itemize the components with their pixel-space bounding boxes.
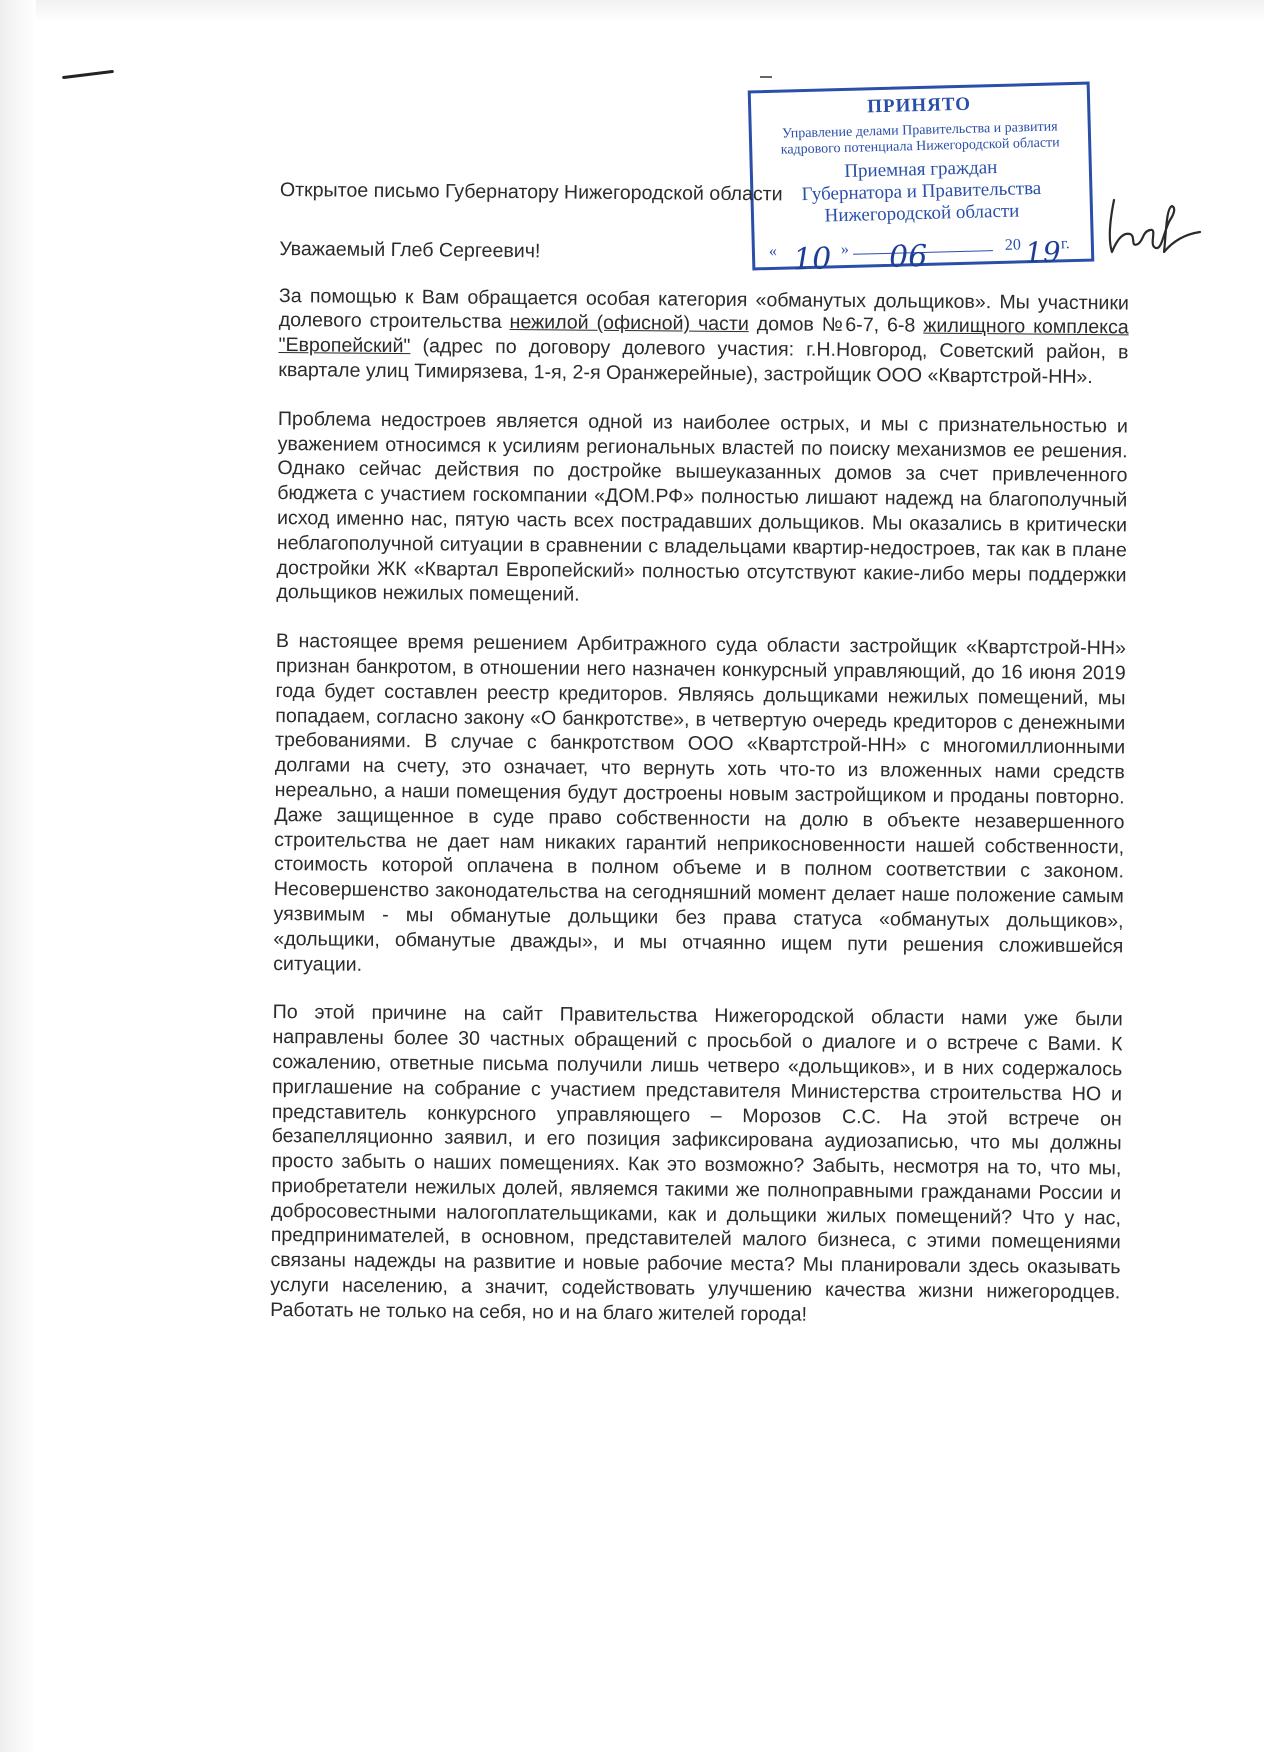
- paragraph-bankruptcy: В настоящее время решением Арбитражного суда области застройщик «Квартстрой-НН» признан банкротом, в отношении него назначен конкурсный управляющий, до 16 июня 2019 года будет составлен реестр кредиторов. Являясь дольщиками нежилых помещений, мы попадаем, согласно закону «О банкротстве», в четвертую очередь кредиторов с денежными требованиями. В случае с банкротством ООО «Квартстрой-НН» с многомиллионными долгами на счету, это означает, что вернуть хоть что-то из вложенных нами средств нереально, а наши помещения будут достроены новым застройщиком и проданы повторно. Даже защищенное в суде право собственности на долю в объекте незавершенного строительства не дает нам никаких гарантий неприкосновенности нашей собственности, стоимость которой оплачена в полном объеме и в полном соответствии с законом. Несовершенство законодательства на сегодняшний момент делает наше положение самым уязвимым - мы обманутые дольщики без права статуса «обманутых дольщиков», «дольщики, обманутые дважды», и мы отчаянно ищем пути решения сложившейся ситуации.: [273, 630, 1127, 976]
- letter-greeting: Уважаемый Глеб Сергеевич!: [279, 237, 541, 263]
- stamp-date-year-prefix: 20: [1004, 236, 1022, 254]
- pen-mark: [62, 70, 114, 79]
- stamp-date-close-quote: »: [840, 240, 850, 259]
- stamp-date-day: 10: [792, 241, 832, 278]
- paragraph-appeal: По этой причине на сайт Правительства Нижегородской области нами уже были направлены более 30 частных обращений с просьбой о диалоге и о встрече с Вами. К сожалению, ответные письма получили лишь четверо «дольщиков», и в них содержалось приглашение на собрание с участием представителя Министерства строительства НО и представитель конкурсного управляющего – Морозов С.С. На этой встрече он безапелляционно заявил, и его позиция зафиксирована аудиозаписью, что мы должны просто забыть о наших помещениях. Как это возможно? Забыть, несмотря на то, что мы, приобретатели нежилых долей, являемся такими же полноправными гражданами России и добросовестными налогоплательщиками, как и дольщики жилых помещений? Что у нас, предпринимателей, в основном, представителей малого бизнеса, с этими помещениями связаны надежды на развитие и новые рабочие места? Мы планировали здесь оказывать услуги населению, а значит, содействовать улучшению качества жизни нижегородцев. Работать не только на себя, но и на благо жителей города!: [270, 1001, 1123, 1326]
- stamp-department-line-1: Управление делами Правительства и развития: [781, 119, 1058, 142]
- stamp-office-line-2: Губернатора и Правительства: [801, 177, 1042, 206]
- scan-edge-top: [0, 0, 1264, 22]
- paragraph-problem: Проблема недостроев является одной из наиболее острых, и мы с признательностью и уважением относимся к усилиям региональных властей по поиску механизмов ее решения. Однако сейчас действия по достройке вышеуказанных домов за счет привлеченного бюджета с участием госкомпании «ДОМ.РФ» полностью лишают надежд на благополучный исход именно нас, пятую часть всех пострадавших дольщиков. Мы оказались в критически неблагополучной ситуации в сравнении с владельцами квартир-недостроев, так как в плане достройки ЖК «Квартал Европейский» полностью отсутствуют какие-либо меры поддержки дольщиков нежилых помещений.: [276, 407, 1128, 606]
- stamp-date-open-quote: «: [768, 242, 778, 261]
- stamp-office-line-3: Нижегородской области: [824, 200, 1020, 227]
- letter-title: Открытое письмо Губернатору Нижегородской области: [279, 178, 783, 206]
- stamp-title: ПРИНЯТО: [866, 93, 972, 118]
- paragraph-intro: [278, 284, 1129, 391]
- intro-text-3: (адрес по договору долевого участия: г.Н.Новгород, Советский район, в квартале улиц Тимирязева, 1-я, 2-я Оранжерейные), застройщик ООО «Квартстрой-НН».: [278, 335, 1129, 389]
- scan-edge-left: [0, 0, 36, 1752]
- stamp-date-suffix: г.: [1060, 235, 1070, 253]
- stamp-date-month: 06: [888, 238, 928, 275]
- pen-dot: [760, 76, 772, 78]
- intro-text-2: домов №6-7, 6-8: [748, 313, 924, 338]
- stamp-department: [752, 119, 1089, 160]
- letter-body: [270, 178, 1130, 1354]
- intro-underlined-complex: жилищного комплекса "Европейский": [278, 315, 1129, 358]
- intro-underlined-nonresidential: нежилой (офисной) части: [509, 311, 749, 336]
- stamp-office-line-1: Приемная граждан: [844, 157, 998, 183]
- stamp-date-year-suffix: 19: [1024, 235, 1062, 270]
- intro-text-1: За помощью к Вам обращается особая категория «обманутых дольщиков». Мы участники долевого строительства: [278, 284, 1130, 334]
- stamp-department-line-2: кадрового потенциала Нижегородской области: [780, 135, 1060, 158]
